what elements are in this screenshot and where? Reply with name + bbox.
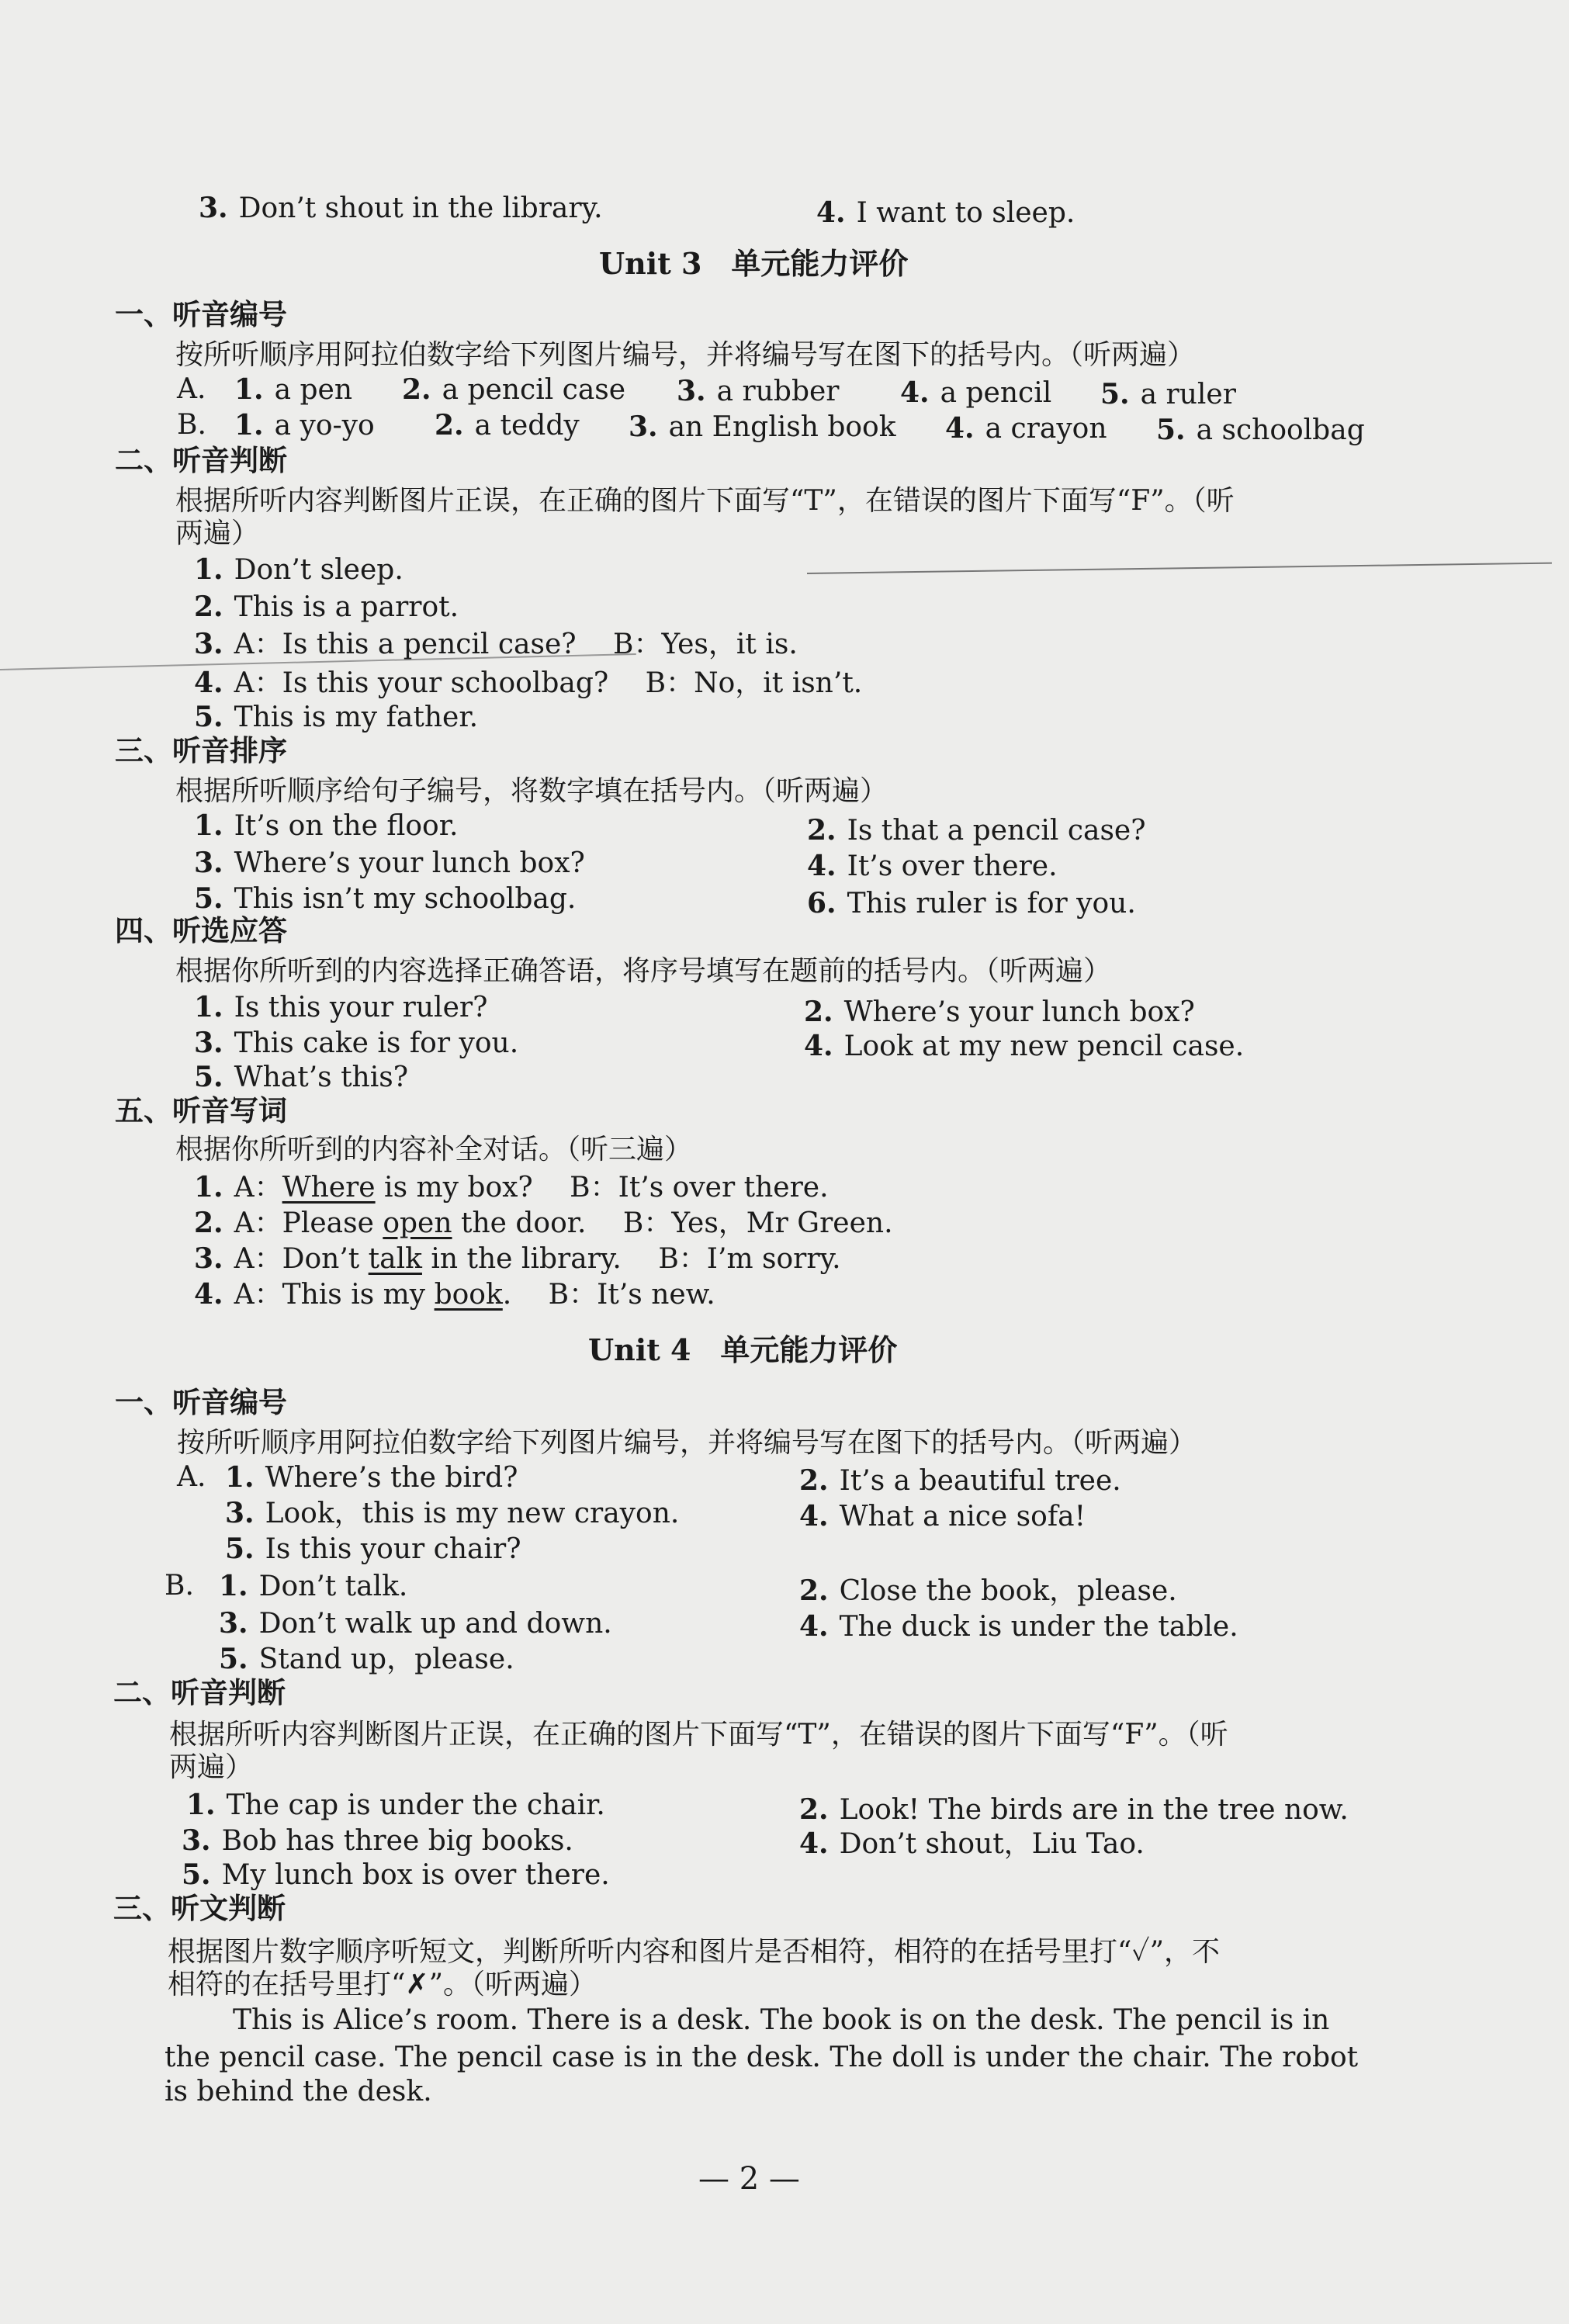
- unit4-s2-heading: 二、听音判断: [113, 1676, 286, 1709]
- list-item: 3. A：Is this a pencil case? B：Yes，it is.: [194, 628, 798, 660]
- answer-word: Where: [282, 1172, 376, 1204]
- list-item: 4. a pencil: [900, 376, 1052, 409]
- list-item: 5. My lunch box is over there.: [182, 1858, 610, 1891]
- list-item: 1. a pen: [234, 373, 353, 406]
- top-item-3: 3. Don’t shout in the library.: [199, 192, 603, 224]
- list-item: 1. Don’t talk.: [219, 1570, 408, 1602]
- passage-line: is behind the desk.: [165, 2076, 432, 2108]
- list-item: 5. a schoolbag: [1156, 414, 1365, 446]
- list-item: 6. This ruler is for you.: [807, 887, 1136, 920]
- list-item: 4. a crayon: [945, 412, 1107, 445]
- list-item: 2. a pencil case: [402, 373, 626, 406]
- unit3-title: Unit 3 单元能力评价: [599, 246, 909, 281]
- unit3-s4-heading: 四、听选应答: [115, 914, 287, 947]
- answer-word: open: [383, 1207, 452, 1239]
- unit4-s2-instruction-cont: 两遍）: [169, 1751, 254, 1783]
- unit3-s5-instruction: 根据你所听到的内容补全对话。（听三遍）: [175, 1134, 693, 1165]
- unit3-s1-row-b: B.: [177, 409, 206, 441]
- answer-word: book: [434, 1279, 503, 1311]
- unit4-s1-heading: 一、听音编号: [115, 1386, 287, 1419]
- unit4-s3-heading: 三、听文判断: [113, 1892, 286, 1925]
- list-item: 5. Is this your chair?: [225, 1533, 521, 1565]
- list-item: 3. This cake is for you.: [194, 1027, 519, 1059]
- unit3-s3-heading: 三、听音排序: [115, 734, 287, 767]
- list-item: 4. What a nice sofa!: [799, 1500, 1086, 1533]
- unit3-s2-heading: 二、听音判断: [115, 444, 287, 477]
- list-item: 2. Is that a pencil case?: [807, 814, 1146, 847]
- list-item: 2. A：Please open the door. B：Yes，Mr Green.: [194, 1207, 893, 1239]
- list-item: 3. a rubber: [677, 375, 840, 407]
- unit4-s2-instruction: 根据所听内容判断图片正误，在正确的图片下面写“T”，在错误的图片下面写“F”。（听: [169, 1719, 1228, 1751]
- list-item: 4. A：Is this your schoolbag? B：No，it isn’t.: [194, 667, 863, 699]
- unit3-s4-instruction: 根据你所听到的内容选择正确答语，将序号填写在题前的括号内。（听两遍）: [175, 955, 1112, 987]
- list-item: 5. a ruler: [1100, 378, 1236, 410]
- list-item: 4. Don’t shout，Liu Tao.: [799, 1827, 1145, 1860]
- list-item: 3. Don’t walk up and down.: [219, 1607, 612, 1640]
- list-item: 2. a teddy: [435, 409, 580, 442]
- list-item: 4. It’s over there.: [807, 850, 1058, 882]
- unit3-s2-instruction-cont: 两遍）: [175, 518, 260, 549]
- list-item: 3. Where’s your lunch box?: [194, 847, 585, 879]
- list-item: 1. A：Where is my box? B：It’s over there.: [194, 1171, 829, 1204]
- unit4-s1-label-a: A.: [177, 1461, 206, 1493]
- list-item: 2. It’s a beautiful tree.: [799, 1464, 1121, 1497]
- unit3-s2-instruction: 根据所听内容判断图片正误，在正确的图片下面写“T”，在错误的图片下面写“F”。（听: [175, 485, 1235, 517]
- unit3-s5-heading: 五、听音写词: [115, 1094, 287, 1127]
- unit3-s1-row-a: A.: [177, 373, 206, 405]
- unit3-s1-instruction: 按所听顺序用阿拉伯数字给下列图片编号，并将编号写在图下的括号内。（听两遍）: [175, 339, 1196, 371]
- list-item: 1. It’s on the floor.: [194, 809, 459, 842]
- list-item: 3. Bob has three big books.: [182, 1824, 573, 1857]
- unit4-s3-instruction: 根据图片数字顺序听短文，判断所听内容和图片是否相符，相符的在括号里打“✓”，不: [168, 1936, 1221, 1968]
- unit4-s3-instruction-cont: 相符的在括号里打“✗”。（听两遍）: [168, 1969, 597, 2000]
- answer-word: talk: [368, 1243, 422, 1275]
- list-item: 3. an English book: [629, 410, 896, 443]
- unit4-s1-instruction: 按所听顺序用阿拉伯数字给下列图片编号，并将编号写在图下的括号内。（听两遍）: [177, 1427, 1197, 1459]
- list-item: 5. This is my father.: [194, 701, 479, 733]
- list-item: 2. Look! The birds are in the tree now.: [799, 1793, 1349, 1826]
- unit3-s3-instruction: 根据所听顺序给句子编号，将数字填在括号内。（听两遍）: [175, 775, 888, 807]
- list-item: 3. A：Don’t talk in the library. B：I’m sorry.: [194, 1242, 841, 1275]
- list-item: 1. Is this your ruler?: [194, 991, 488, 1023]
- top-item-4: 4. I want to sleep.: [816, 196, 1075, 229]
- list-item: 3. Look，this is my new crayon.: [225, 1497, 680, 1529]
- passage-line: the pencil case. The pencil case is in the desk. The doll is under the chair. The robot: [165, 2042, 1359, 2073]
- passage-line: This is Alice’s room. There is a desk. The book is on the desk. The pencil is in: [233, 2004, 1330, 2036]
- unit3-s1-heading: 一、听音编号: [115, 298, 287, 331]
- list-item: 4. The duck is under the table.: [799, 1610, 1238, 1643]
- list-item: 1. Where’s the bird?: [225, 1461, 518, 1494]
- list-item: 2. Where’s your lunch box?: [804, 996, 1195, 1028]
- list-item: 1. The cap is under the chair.: [186, 1789, 605, 1821]
- list-item: 2. This is a parrot.: [194, 591, 459, 623]
- list-item: 1. a yo-yo: [234, 409, 375, 442]
- list-item: 4. Look at my new pencil case.: [804, 1030, 1245, 1062]
- list-item: 1. Don’t sleep.: [194, 553, 404, 586]
- list-item: 2. Close the book，please.: [799, 1574, 1177, 1607]
- list-item: 5. This isn’t my schoolbag.: [194, 882, 577, 915]
- list-item: 5. What’s this?: [194, 1061, 409, 1093]
- list-item: 5. Stand up，please.: [219, 1643, 514, 1675]
- unit4-title: Unit 4 单元能力评价: [588, 1332, 898, 1367]
- pen-scribble-line: [807, 563, 1552, 574]
- page-number: — 2 —: [698, 2161, 800, 2197]
- list-item: 4. A：This is my book. B：It’s new.: [194, 1278, 715, 1311]
- unit4-s1-label-b: B.: [165, 1570, 194, 1602]
